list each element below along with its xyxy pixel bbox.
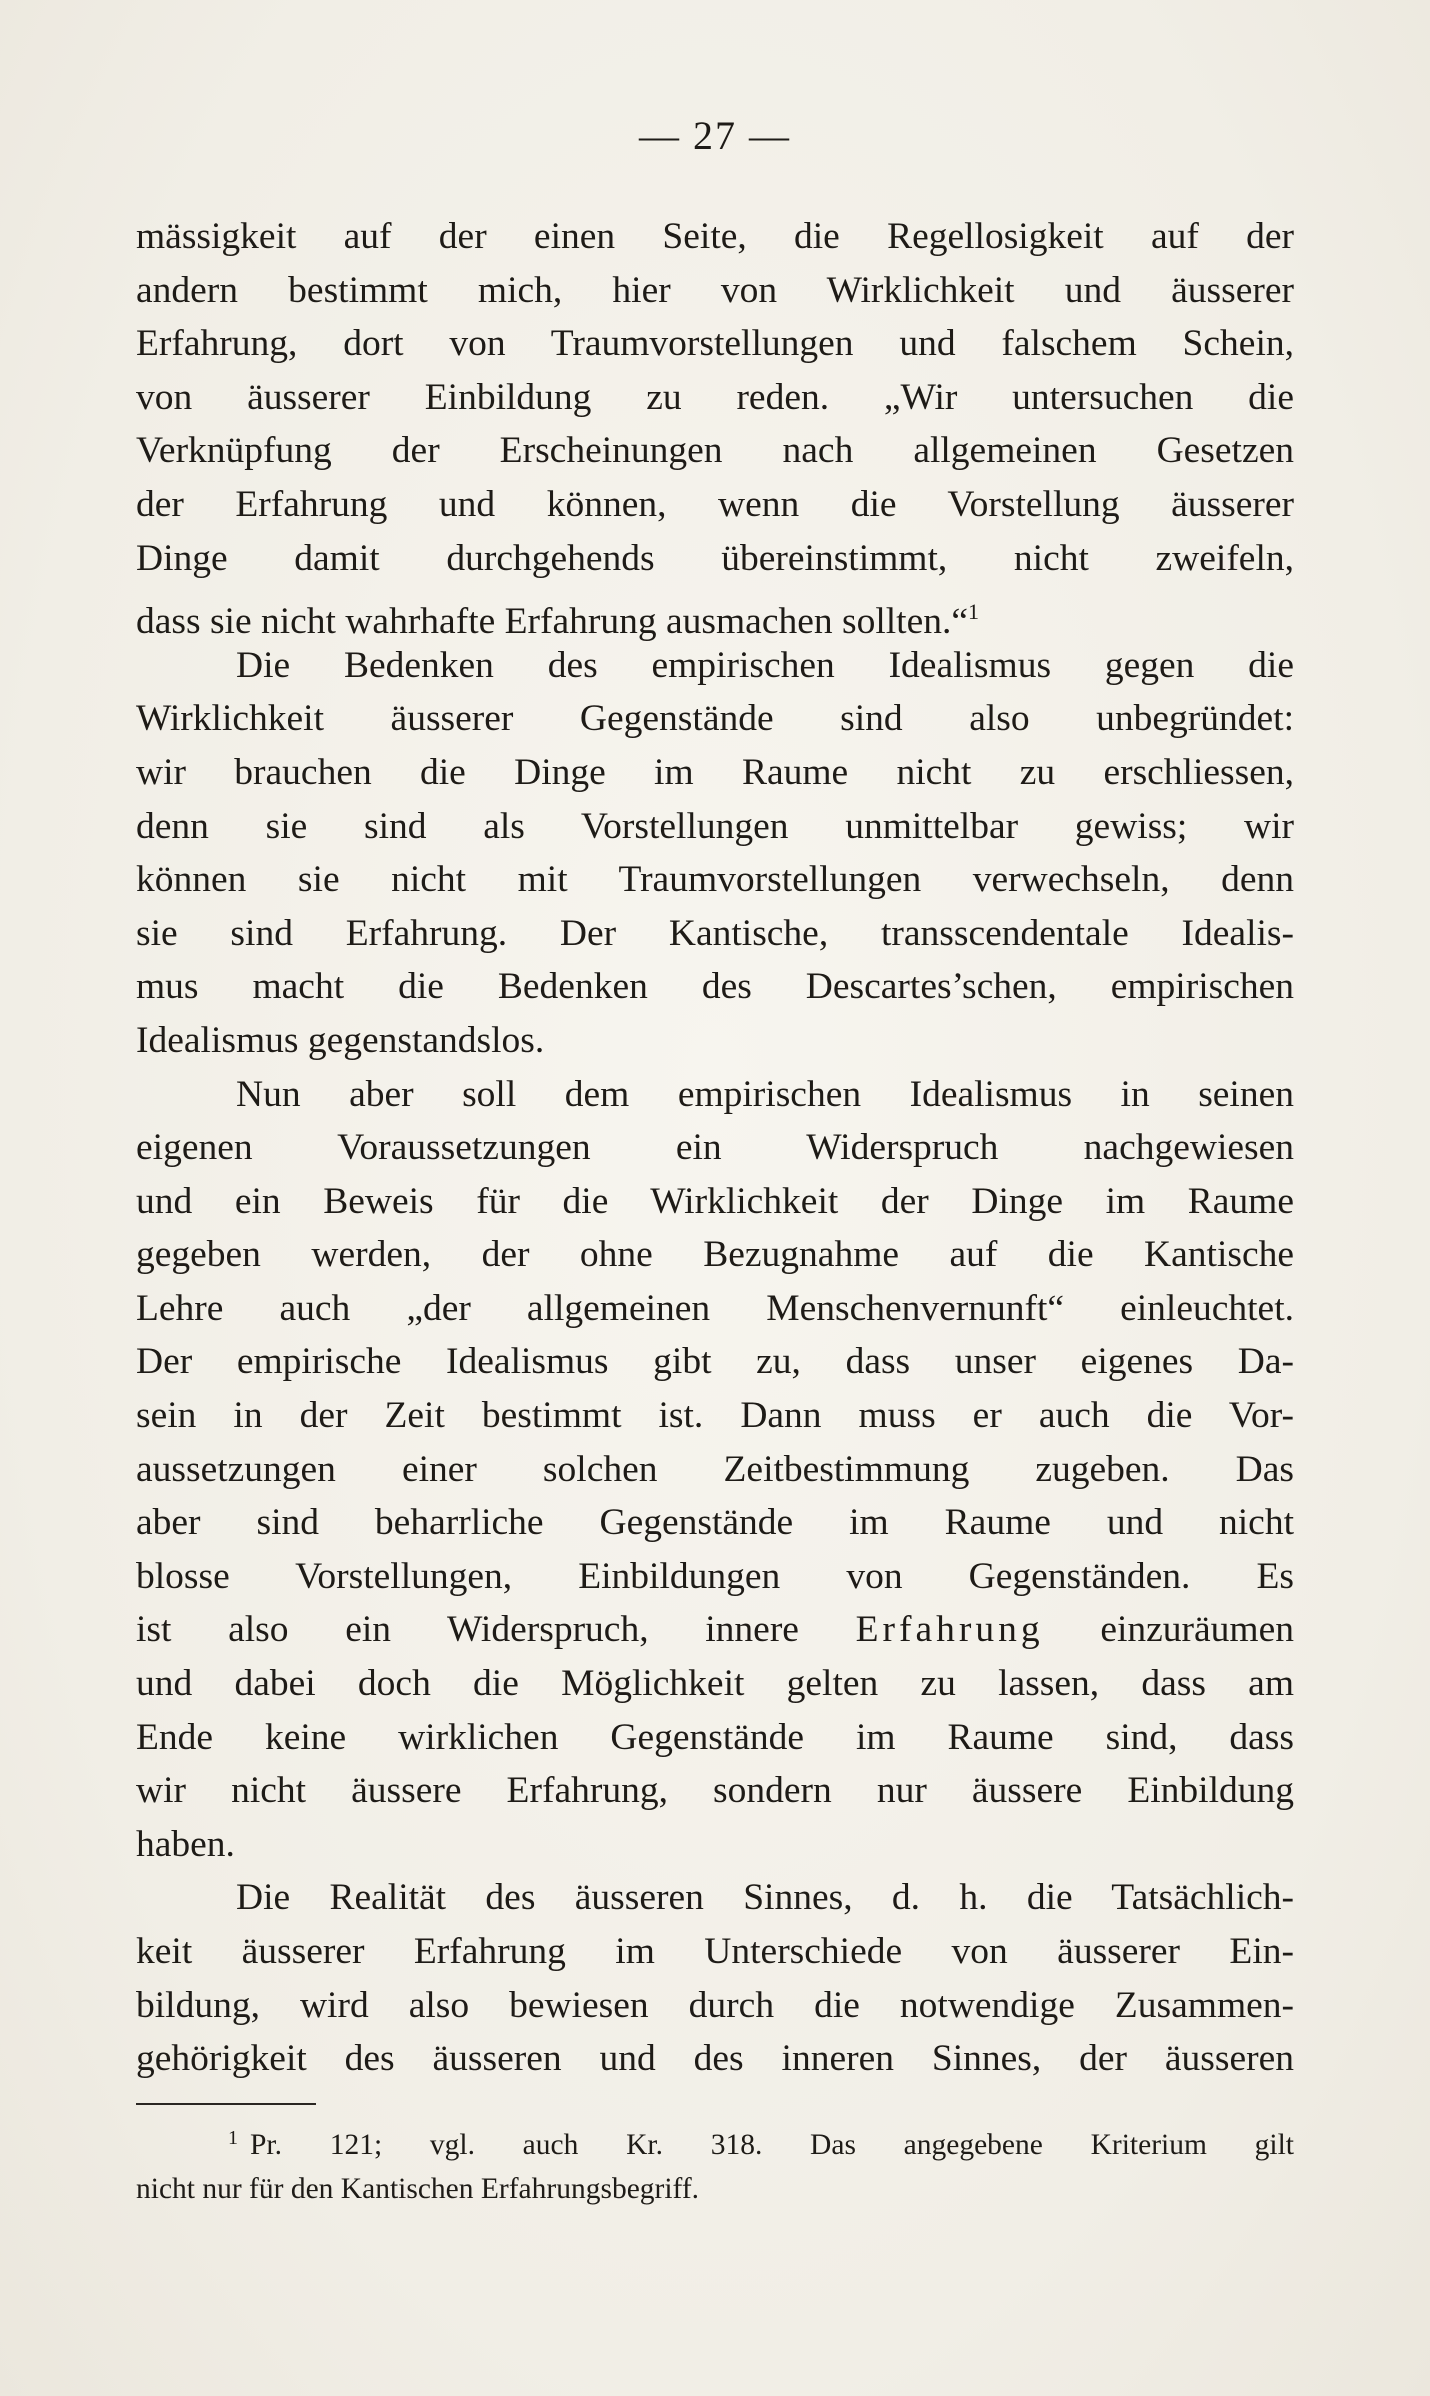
text-line: haben.	[136, 1823, 235, 1865]
text-line: eigenen Voraussetzungen ein Widerspruch nachgewiesen	[136, 1127, 1294, 1169]
footnote-line: nicht nur für den Kantischen Erfahrungsbegriff.	[136, 2173, 700, 2205]
text-line: aussetzungen einer solchen Zeitbestimmung zugeben. Das	[136, 1448, 1294, 1490]
paragraph-2	[136, 639, 1294, 1068]
text-line: können sie nicht mit Traumvorstellungen verwechseln, denn	[136, 859, 1294, 901]
text-line: Dinge damit durchgehends übereinstimmt, nicht zweifeln,	[136, 537, 1294, 579]
text-line: wir brauchen die Dinge im Raume nicht zu erschliessen,	[136, 751, 1294, 793]
footnote-reference[interactable]: 1	[968, 599, 979, 625]
footnote	[136, 2116, 1294, 2211]
text-line-content: dass sie nicht wahrhafte Erfahrung ausmachen sollten.“	[136, 601, 968, 643]
page-number: — 27 —	[639, 113, 791, 158]
text-line: mus macht die Bedenken des Descartes’schen, empirischen	[136, 966, 1294, 1008]
text-line: gehörigkeit des äusseren und des inneren Sinnes, der äusseren	[136, 2038, 1294, 2080]
text-line: und ein Beweis für die Wirklichkeit der Dinge im Raume	[136, 1180, 1294, 1222]
text-line: Nun aber soll dem empirischen Idealismus in seinen	[236, 1073, 1294, 1115]
text-line: Die Bedenken des empirischen Idealismus gegen die	[236, 644, 1294, 686]
text-line: bildung, wird also bewiesen durch die notwendige Zusammen-	[136, 1984, 1294, 2026]
text-line: blosse Vorstellungen, Einbildungen von Gegenständen. Es	[136, 1555, 1294, 1597]
footnote-text: Pr. 121; vgl. auch Kr. 318. Das angegebene Kriterium gilt	[250, 2129, 1294, 2161]
text-line: von äusserer Einbildung zu reden. „Wir untersuchen die	[136, 376, 1294, 418]
paragraph-3	[136, 1068, 1294, 1872]
text-line: wir nicht äussere Erfahrung, sondern nur äussere Einbildung	[136, 1770, 1294, 1812]
text-line: sein in der Zeit bestimmt ist. Dann muss er auch die Vor-	[136, 1395, 1294, 1437]
text-line: Die Realität des äusseren Sinnes, d. h. die Tatsächlich-	[236, 1877, 1294, 1919]
text-line: keit äusserer Erfahrung im Unterschiede von äusserer Ein-	[136, 1931, 1294, 1972]
text-line: andern bestimmt mich, hier von Wirklichkeit und äusserer	[136, 269, 1294, 311]
text-line: sie sind Erfahrung. Der Kantische, transscendentale Idealis-	[136, 912, 1294, 954]
text-line: Ende keine wirklichen Gegenstände im Raume sind, dass	[136, 1716, 1294, 1758]
text-line: Verknüpfung der Erscheinungen nach allgemeinen Gesetzen	[136, 430, 1294, 472]
text-line: denn sie sind als Vorstellungen unmittelbar gewiss; wir	[136, 805, 1294, 847]
text-line: Der empirische Idealismus gibt zu, dass unser eigenes Da-	[136, 1341, 1294, 1383]
text-line	[136, 585, 1294, 643]
text-line: Lehre auch „der allgemeinen Menschenvernunft“ einleuchtet.	[136, 1287, 1294, 1329]
footnote-divider	[136, 2103, 316, 2105]
text-fragment: einzuräumen	[1100, 1609, 1294, 1651]
text-line: Erfahrung, dort von Traumvorstellungen und falschem Schein,	[136, 323, 1294, 365]
text-line: Idealismus gegenstandslos.	[136, 1019, 545, 1061]
paragraph-1	[136, 210, 1294, 643]
text-line: aber sind beharrliche Gegenstände im Raume und nicht	[136, 1502, 1294, 1544]
footnote-line	[136, 2116, 1294, 2167]
body-text	[136, 210, 1294, 2086]
text-line: und dabei doch die Möglichkeit gelten zu lassen, dass am	[136, 1663, 1294, 1705]
text-fragment: ist also ein Widerspruch, innere	[136, 1609, 799, 1651]
text-line: gegeben werden, der ohne Bezugnahme auf die Kantische	[136, 1234, 1294, 1276]
text-line: mässigkeit auf der einen Seite, die Regellosigkeit auf der	[136, 216, 1294, 257]
text-line: der Erfahrung und können, wenn die Vorstellung äusserer	[136, 483, 1294, 525]
footnote-marker: 1	[228, 2127, 238, 2149]
text-line: Wirklichkeit äusserer Gegenstände sind also unbegründet:	[136, 698, 1294, 740]
emphasized-word: Erfahrung	[855, 1609, 1044, 1651]
paragraph-4	[136, 1871, 1294, 2085]
text-line	[136, 1603, 1294, 1657]
